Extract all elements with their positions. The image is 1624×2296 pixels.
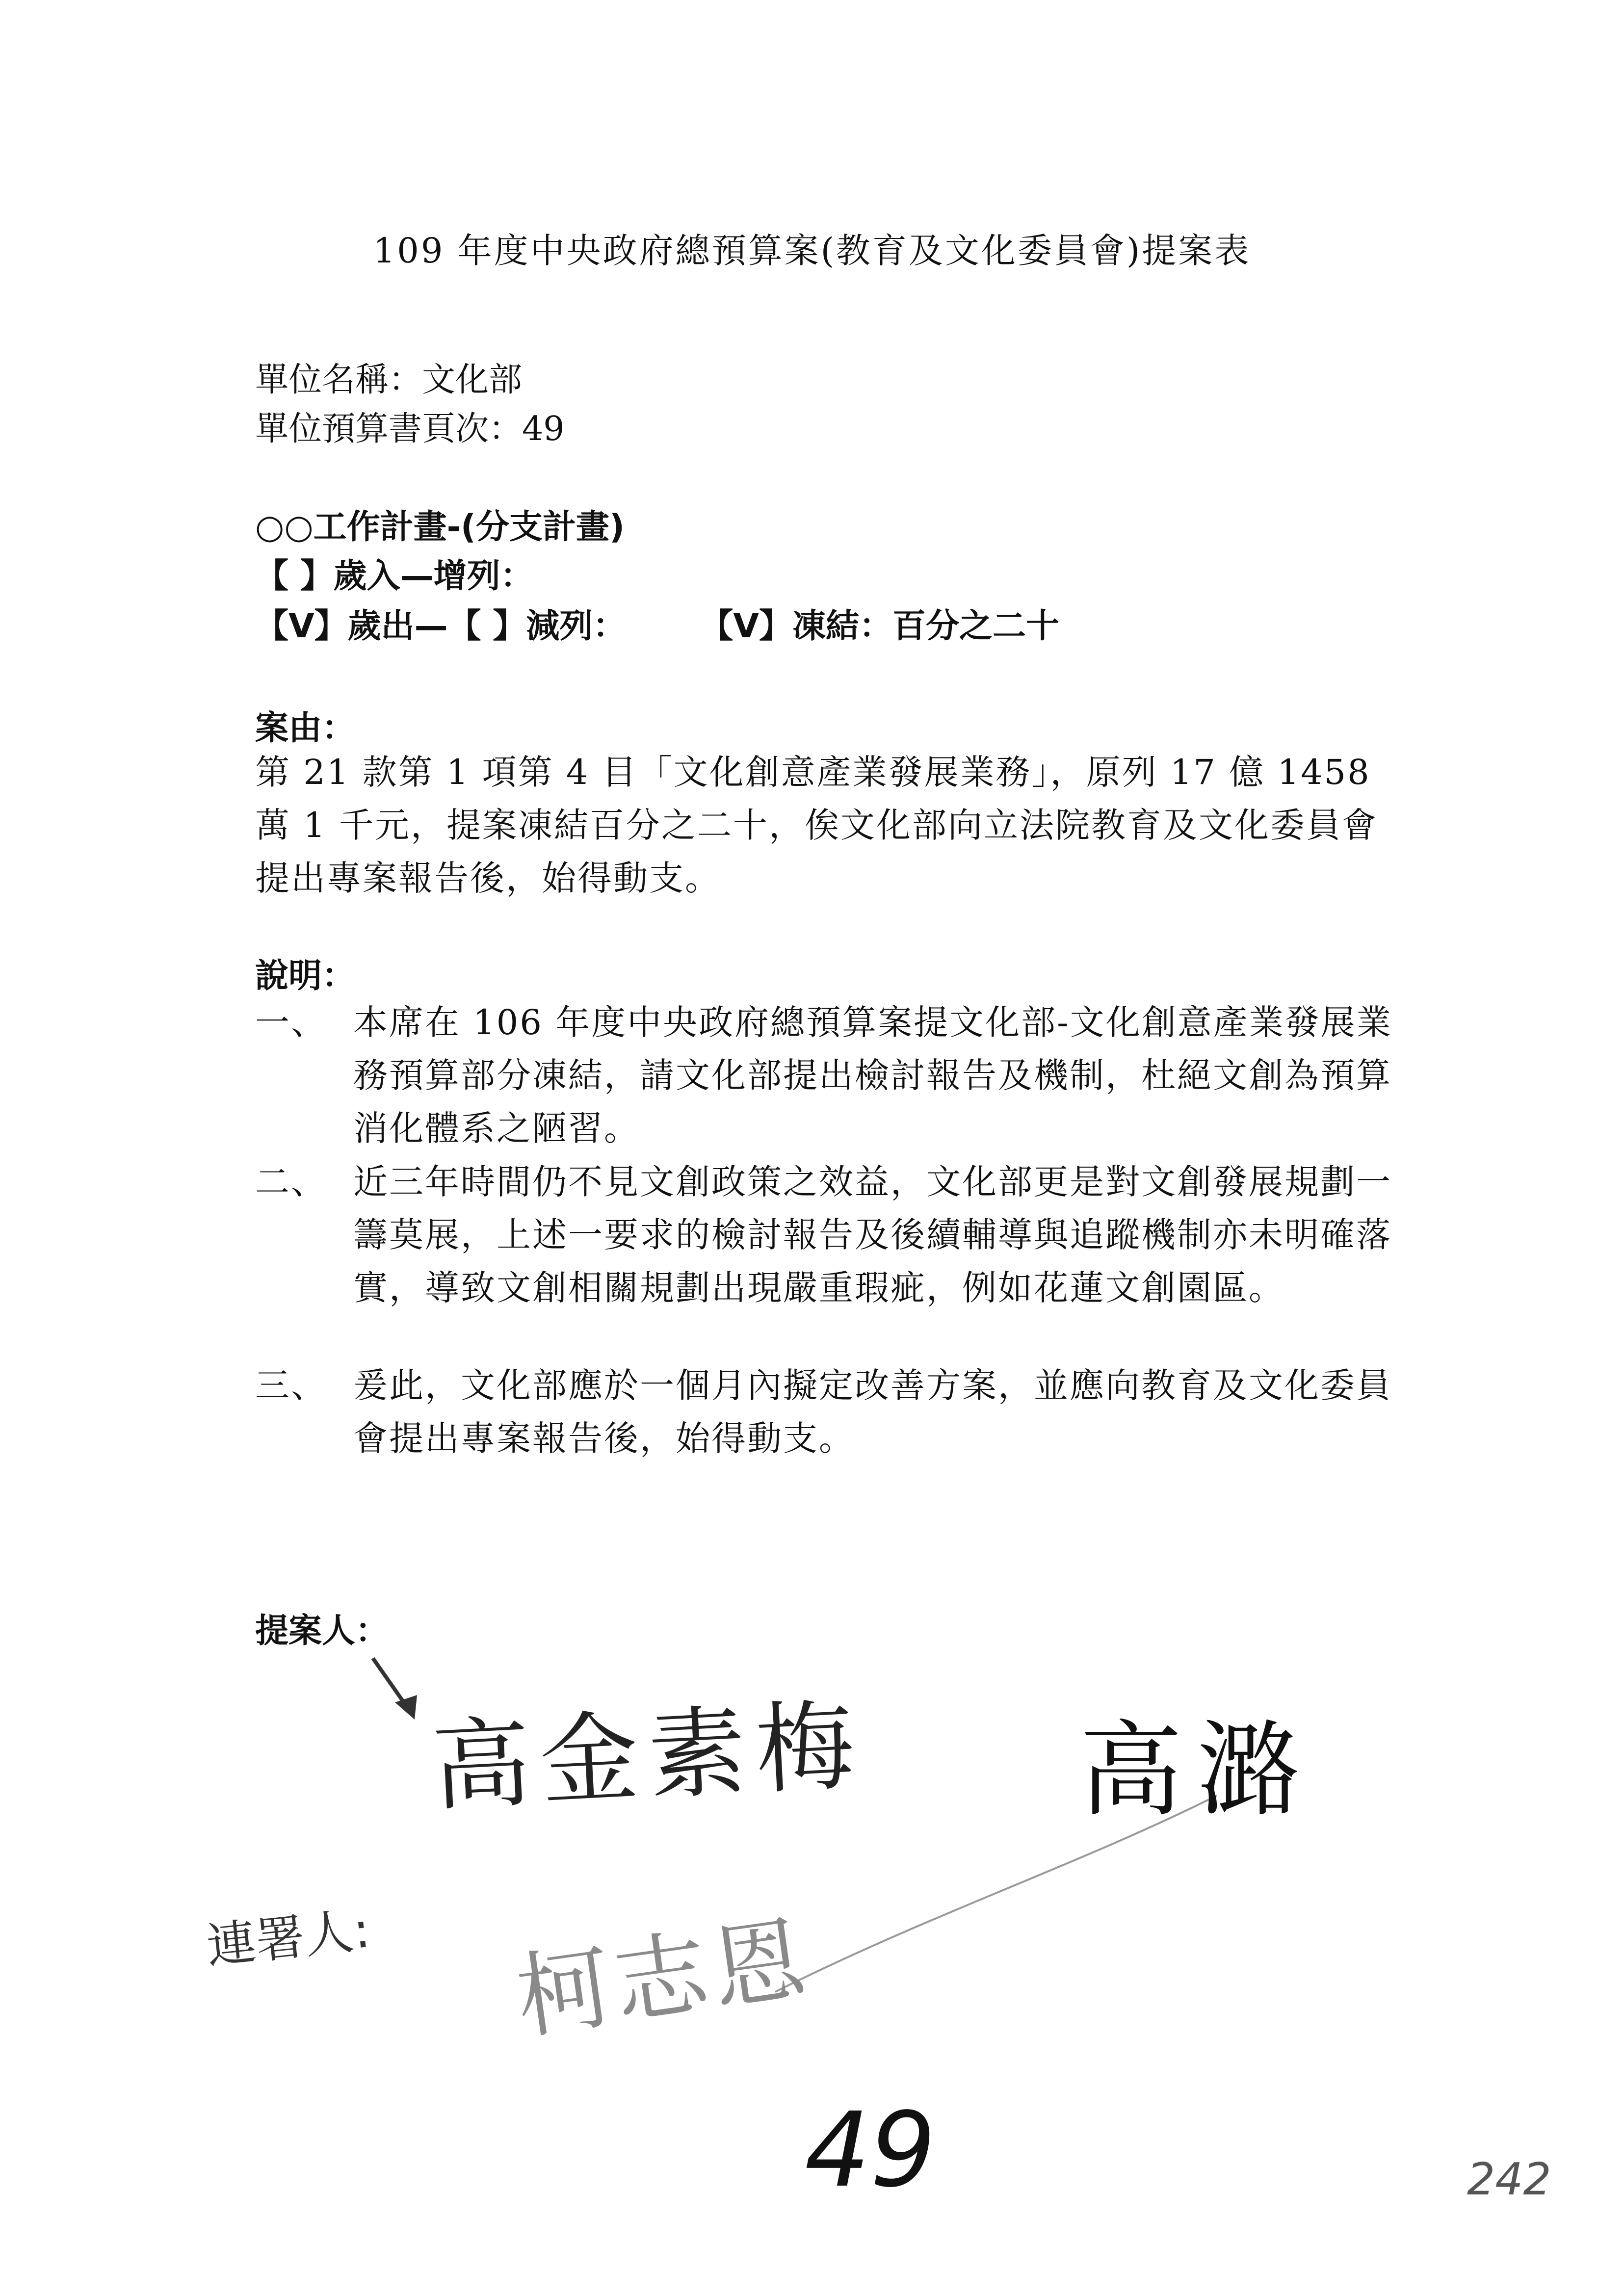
handwritten-corner-number: 242: [1467, 2154, 1551, 2205]
work-plan-line: ○○工作計畫-(分支計畫): [255, 508, 625, 547]
revenue-line: 【 】歲入—增列：: [255, 557, 534, 596]
item-number: 二、: [255, 1162, 327, 1202]
reason-heading: 案由：: [255, 709, 356, 748]
unit-budget-page: 單位預算書頁次：49: [255, 410, 565, 448]
explanation-heading: 說明：: [255, 957, 356, 995]
expense-freeze-label: 【V】凍結：百分之二十: [700, 607, 1059, 646]
item-text: 近三年時間仍不見文創政策之效益，文化部更是對文創發展規劃一籌莫展，上述一要求的檢討報告及後續輔導與追蹤機制亦未明確落實，導致文創相關規劃出現嚴重瑕疵，例如花蓮文創園區。: [353, 1162, 1392, 1308]
proposer-signature-2: 高潞: [1079, 1710, 1315, 1830]
item-number: 三、: [255, 1365, 327, 1406]
item-text: 爰此，文化部應於一個月內擬定改善方案，並應向教育及文化委員會提出專案報告後，始得動支。: [353, 1365, 1392, 1459]
proposer-label: 提案人：: [255, 1612, 389, 1650]
proposer-signature-1: 高金素梅: [429, 1688, 867, 1825]
reason-text: 第 21 款第 1 項第 4 目「文化創意產業發展業務」，原列 17 億 1458 萬 1 千元，提案凍結百分之二十，俟文化部向立法院教育及文化委員會提出專案報告後，始得動支。: [255, 752, 1378, 898]
expense-reduce-label: 【V】歲出—【 】減列：: [255, 607, 627, 646]
item-number: 一、: [255, 1002, 327, 1043]
cosigner-signature: 柯志恩: [510, 1904, 817, 2053]
document-title: 109 年度中央政府總預算案(教育及文化委員會)提案表: [373, 231, 1251, 271]
handwritten-page-number: 49: [805, 2090, 936, 2210]
cosigner-label: 連署人:: [204, 1901, 373, 1976]
item-text: 本席在 106 年度中央政府總預算案提文化部-文化創意產業發展業務預算部分凍結，請文化部提出檢討報告及機制，杜絕文創為預算消化體系之陋習。: [353, 1002, 1392, 1148]
unit-name: 單位名稱：文化部: [255, 361, 523, 399]
